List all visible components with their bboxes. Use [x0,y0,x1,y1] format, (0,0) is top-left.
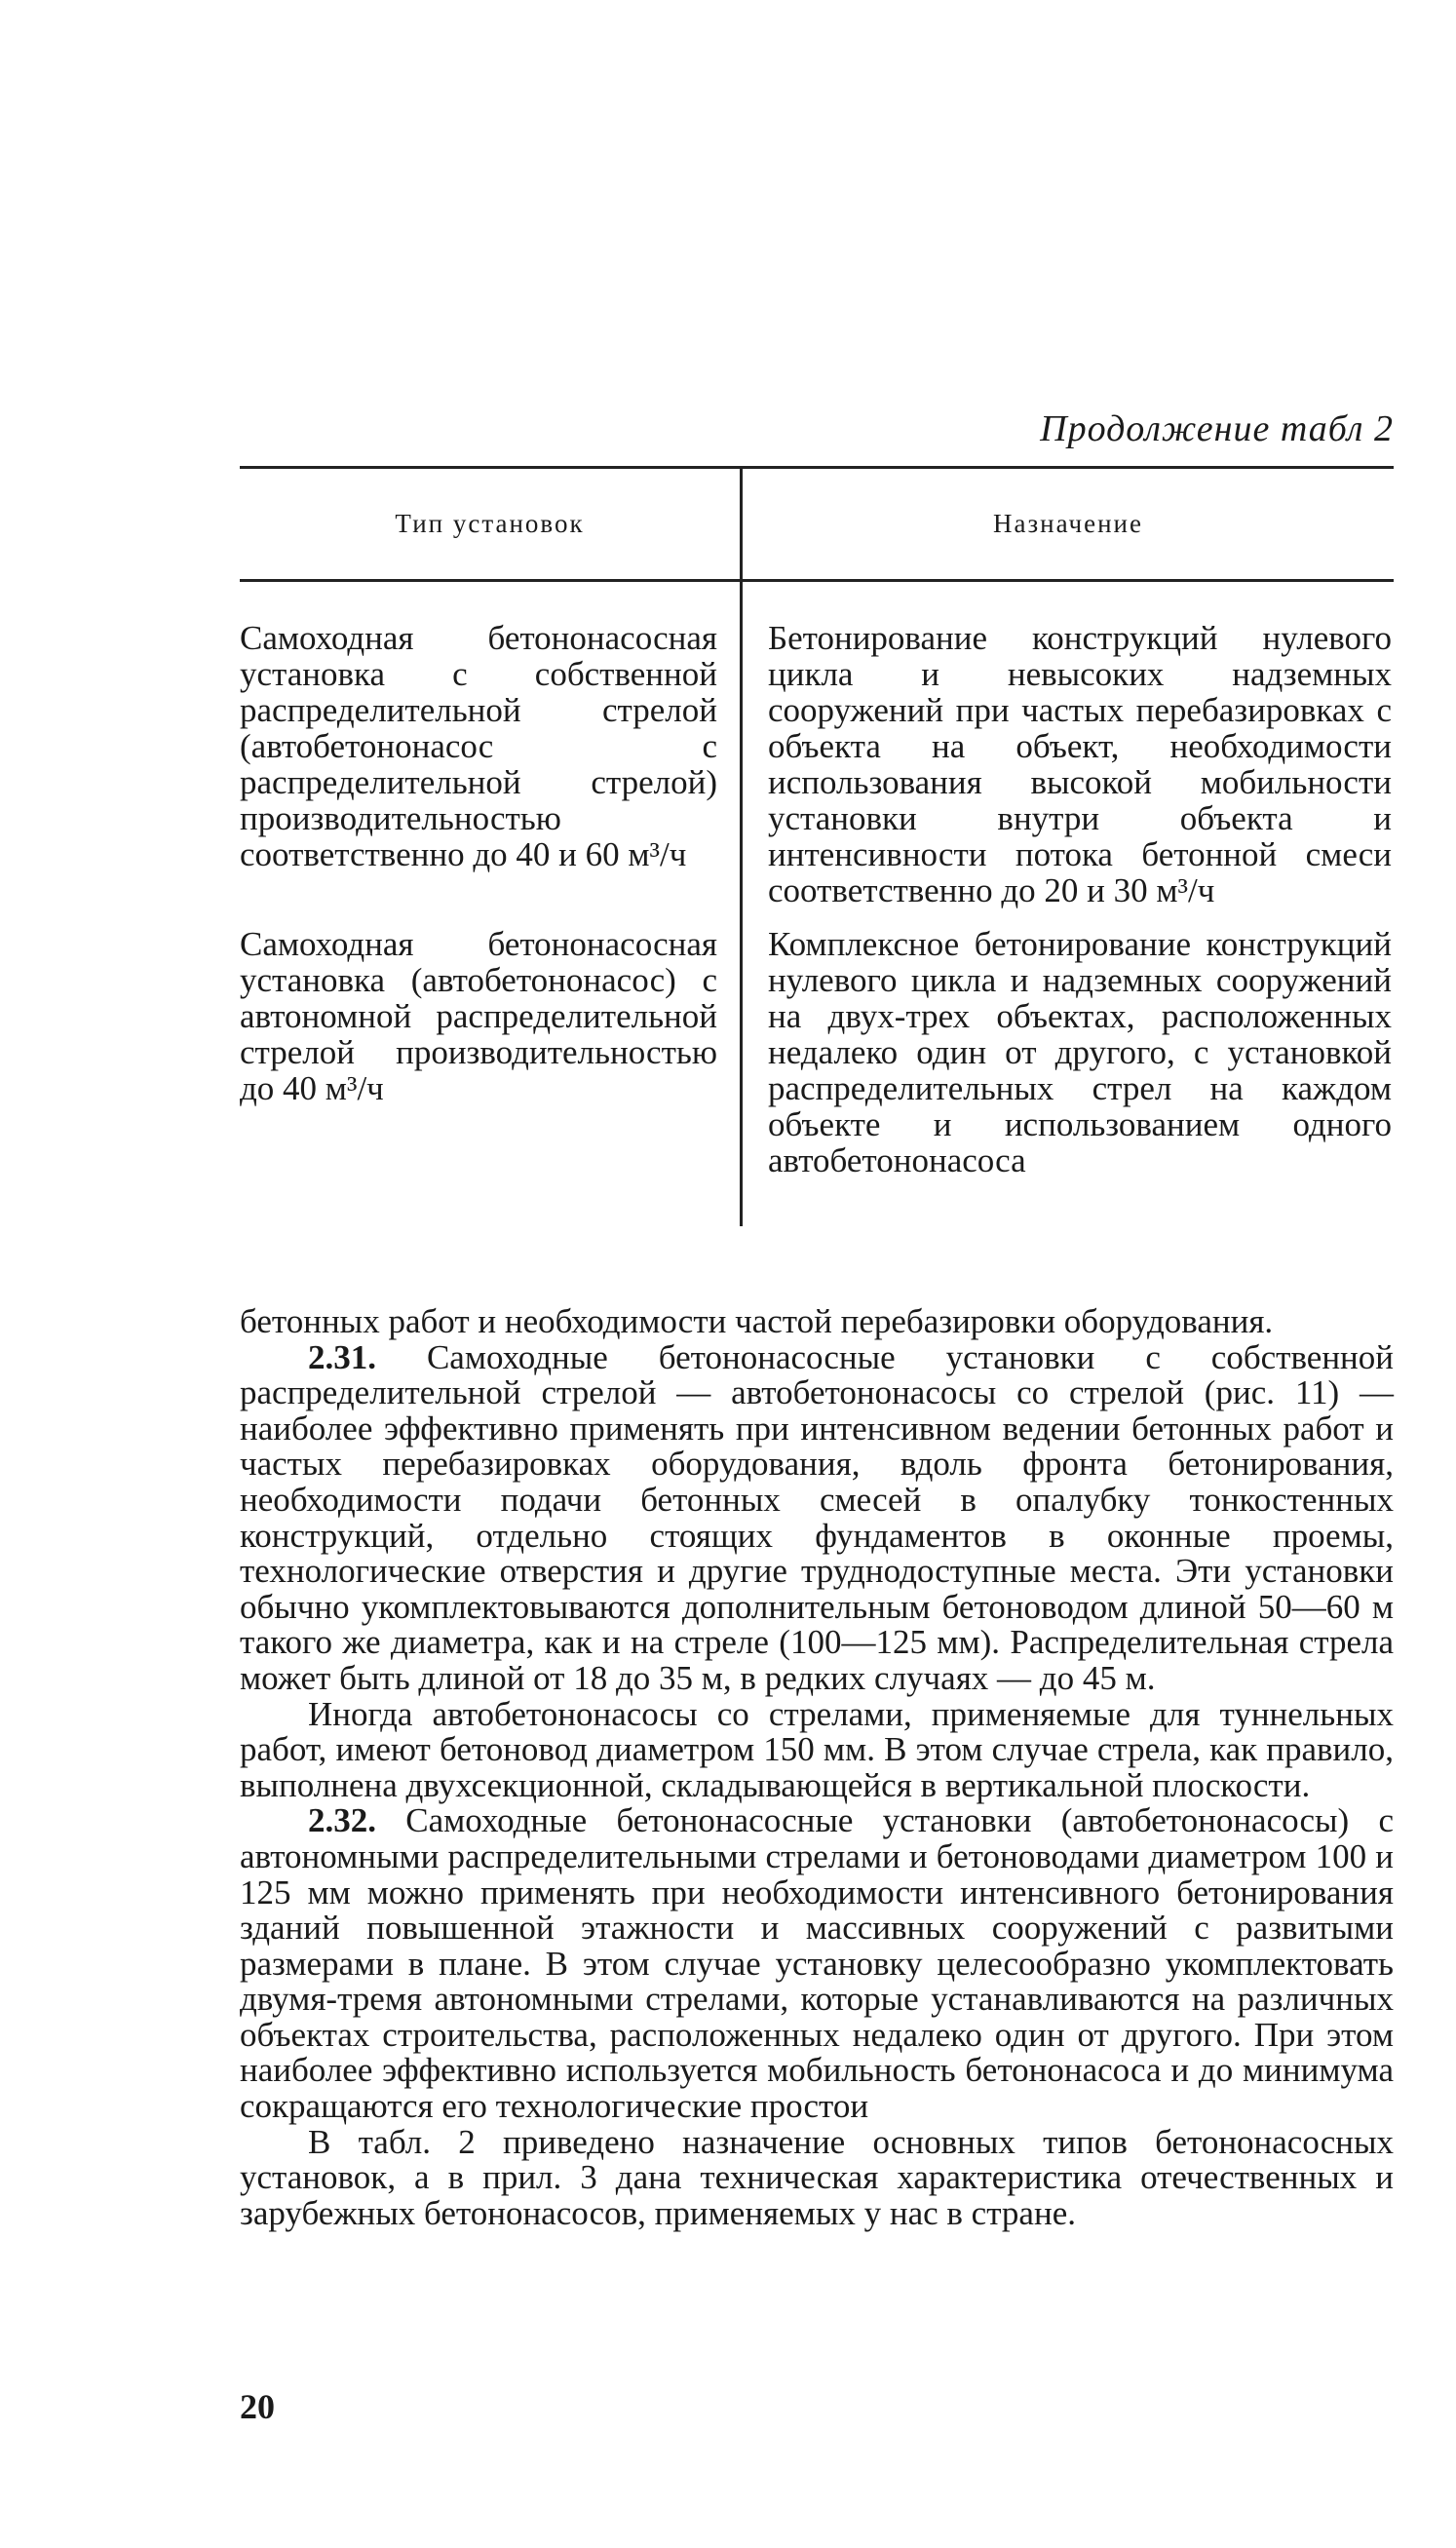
body-text [240,1304,1394,2231]
header-type: Тип установок [395,509,585,538]
header-purpose: Назначение [993,509,1143,538]
row2-purpose: Комплексное бетонирование конструкций нулевого цикла и надземных сооружений на двух-трех объектах, расположенных недалеко один от другого, с установкой распределительных стрел на каждом объекте и использованием одного автобетононасоса [768,925,1392,1179]
continuation-paragraph: бетонных работ и необходимости частой перебазировки оборудования. [240,1302,1274,1340]
paragraph-2-31-text: Самоходные бетононасосные установки с собственной распределительной стрелой — автобетононасосы со стрелой (рис. 11) — наиболее эффективно применять при интенсивном ведении бетонных работ и частых перебазировках оборудования, вдоль фронта бетонирования, необходимости подачи бетонных смесей в опалубку тонкостенных конструкций, отдельно стоящих фундаментов в оконные проемы, технологические отверстия и другие труднодоступные места. Эти установки обычно укомплектовываются дополнительным бетоноводом длиной 50—60 м такого же диаметра, как и на стреле (100—125 мм). Распределительная стрела может быть длиной от 18 до 35 м, в редких случаях — до 45 м. [240,1337,1395,1697]
table-column-divider [740,466,743,1226]
table-header-rule [240,579,1394,582]
page-number: 20 [240,2387,275,2426]
paragraph-2-32 [240,1803,1394,2124]
paragraph-2-32-text: Самоходные бетононасосные установки (автобетононасосы) с автономными распределительными стрелами и бетоноводами диаметром 100 и 125 мм можно применять при необходимости интенсивного бетонирования зданий повышенной этажности и массивных сооружений с развитыми размерами в плане. В этом случае установку целесообразно укомплектовать двумя-тремя автономными стрелами, которые устанавливаются на различных объектах строительства, расположенных недалеко один от другого. При этом наиболее эффективно используется мобильность бетононасоса и до минимума сокращаются его технологические простои [240,1801,1395,2126]
paragraph-number-2-32: 2.32. [308,1801,376,1840]
table-caption: Продолжение табл 2 [1040,408,1394,449]
paragraph-table-reference: В табл. 2 приведено назначение основных типов бетононасосных установок, а в прил. 3 дана техническая характеристика отечественных и зарубежных бетононасосов, применяемых у нас в стране. [240,2122,1394,2232]
paragraph-2-31 [240,1337,1395,1697]
paragraph-tunnel: Иногда автобетононасосы со стрелами, применяемые для туннельных работ, имеют бетоновод диаметром 150 мм. В этом случае стрела, как правило, выполнена двухсекционной, складывающейся в вертикальной плоскости. [240,1694,1394,1804]
row1-type: Самоходная бетононасосная установка с собственной распределительной стрелой (автобетононасос с распределительной стрелой) производительностью соответственно до 40 и 60 м³/ч [240,619,717,873]
paragraph-number-2-31: 2.31. [308,1337,376,1376]
row2-type: Самоходная бетононасосная установка (автобетононасос) с автономной распределительной стрелой производительностью до 40 м³/ч [240,925,717,1107]
table-top-rule [240,466,1394,469]
row1-purpose: Бетонирование конструкций нулевого цикла и невысоких надземных сооружений при частых перебазировках с объекта на объект, необходимости использования высокой мобильности установки внутри объекта и интенсивности потока бетонной смеси соответственно до 20 и 30 м³/ч [768,619,1392,909]
